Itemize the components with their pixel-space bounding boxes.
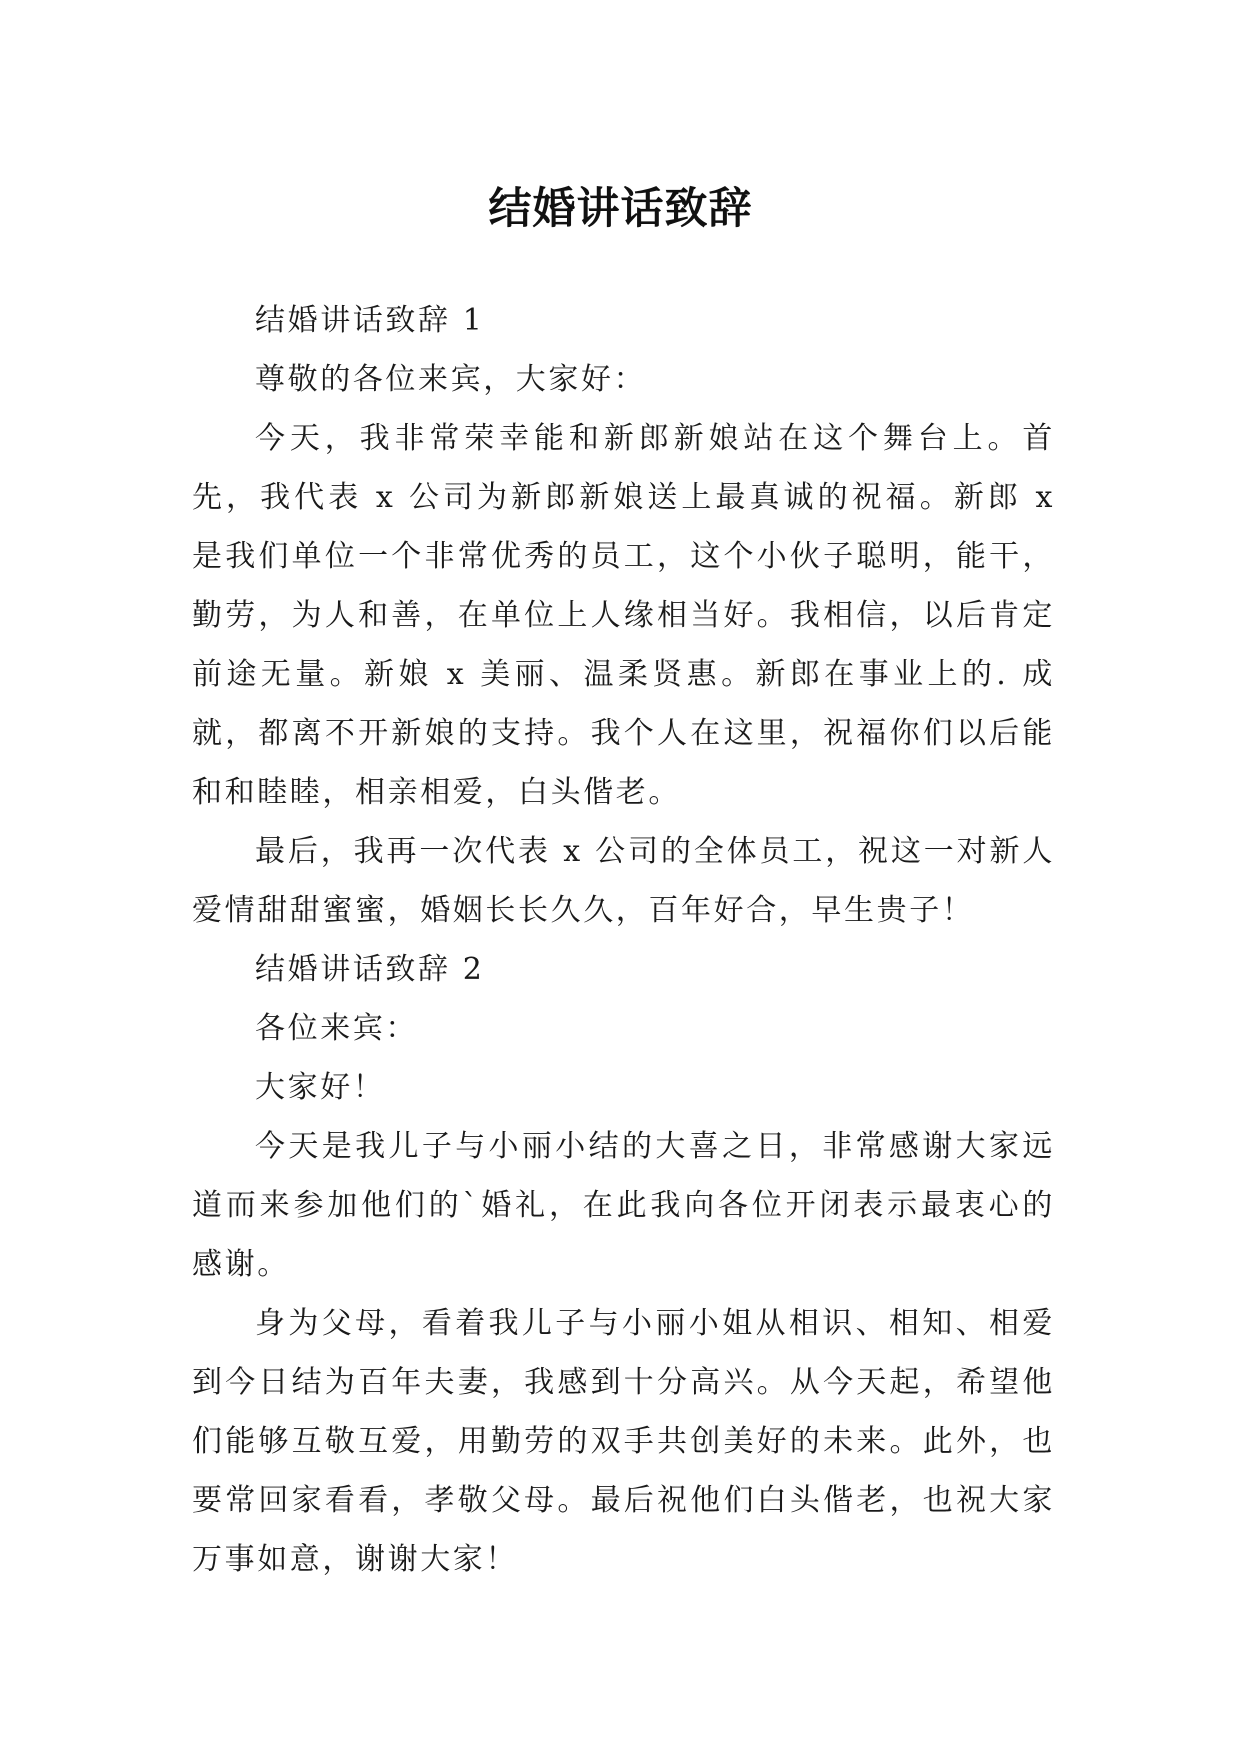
speech-2-paragraph: 今天是我儿子与小丽小结的大喜之日，非常感谢大家远道而来参加他们的`婚礼，在此我向各位开闭表示最衷心的感谢。 — [192, 1129, 1055, 1282]
document-body — [192, 291, 1055, 1589]
speech-2-closing: 身为父母，看着我儿子与小丽小姐从相识、相知、相爱到今日结为百年夫妻，我感到十分高兴。从今天起，希望他们能够互敬互爱，用勤劳的双手共创美好的未来。此外，也要常回家看看，孝敬父母。最后祝他们白头偕老，也祝大家万事如意，谢谢大家！ — [192, 1306, 1055, 1577]
section-heading-1: 结婚讲话致辞 1 — [255, 303, 485, 338]
section-heading-2: 结婚讲话致辞 2 — [255, 952, 485, 987]
document-title: 结婚讲话致辞 — [488, 183, 753, 234]
salutation-1: 尊敬的各位来宾，大家好： — [255, 362, 647, 397]
speech-1-closing: 最后，我再一次代表 x 公司的全体员工，祝这一对新人爱情甜甜蜜蜜，婚姻长长久久，百年好合，早生贵子！ — [192, 834, 1055, 928]
salutation-2: 各位来宾： — [255, 1011, 418, 1046]
greeting-2: 大家好！ — [255, 1070, 386, 1105]
speech-1-paragraph: 今天，我非常荣幸能和新郎新娘站在这个舞台上。首先，我代表 x 公司为新郎新娘送上最真诚的祝福。新郎 x 是我们单位一个非常优秀的员工，这个小伙子聪明，能干，勤劳，为人和善，在单位上人缘相当好。我相信，以后肯定前途无量。新娘 x 美丽、温柔贤惠。新郎在事业上的. 成就，都离不开新娘的支持。我个人在这里，祝福你们以后能和和睦睦，相亲相爱，白头偕老。 — [192, 421, 1055, 810]
